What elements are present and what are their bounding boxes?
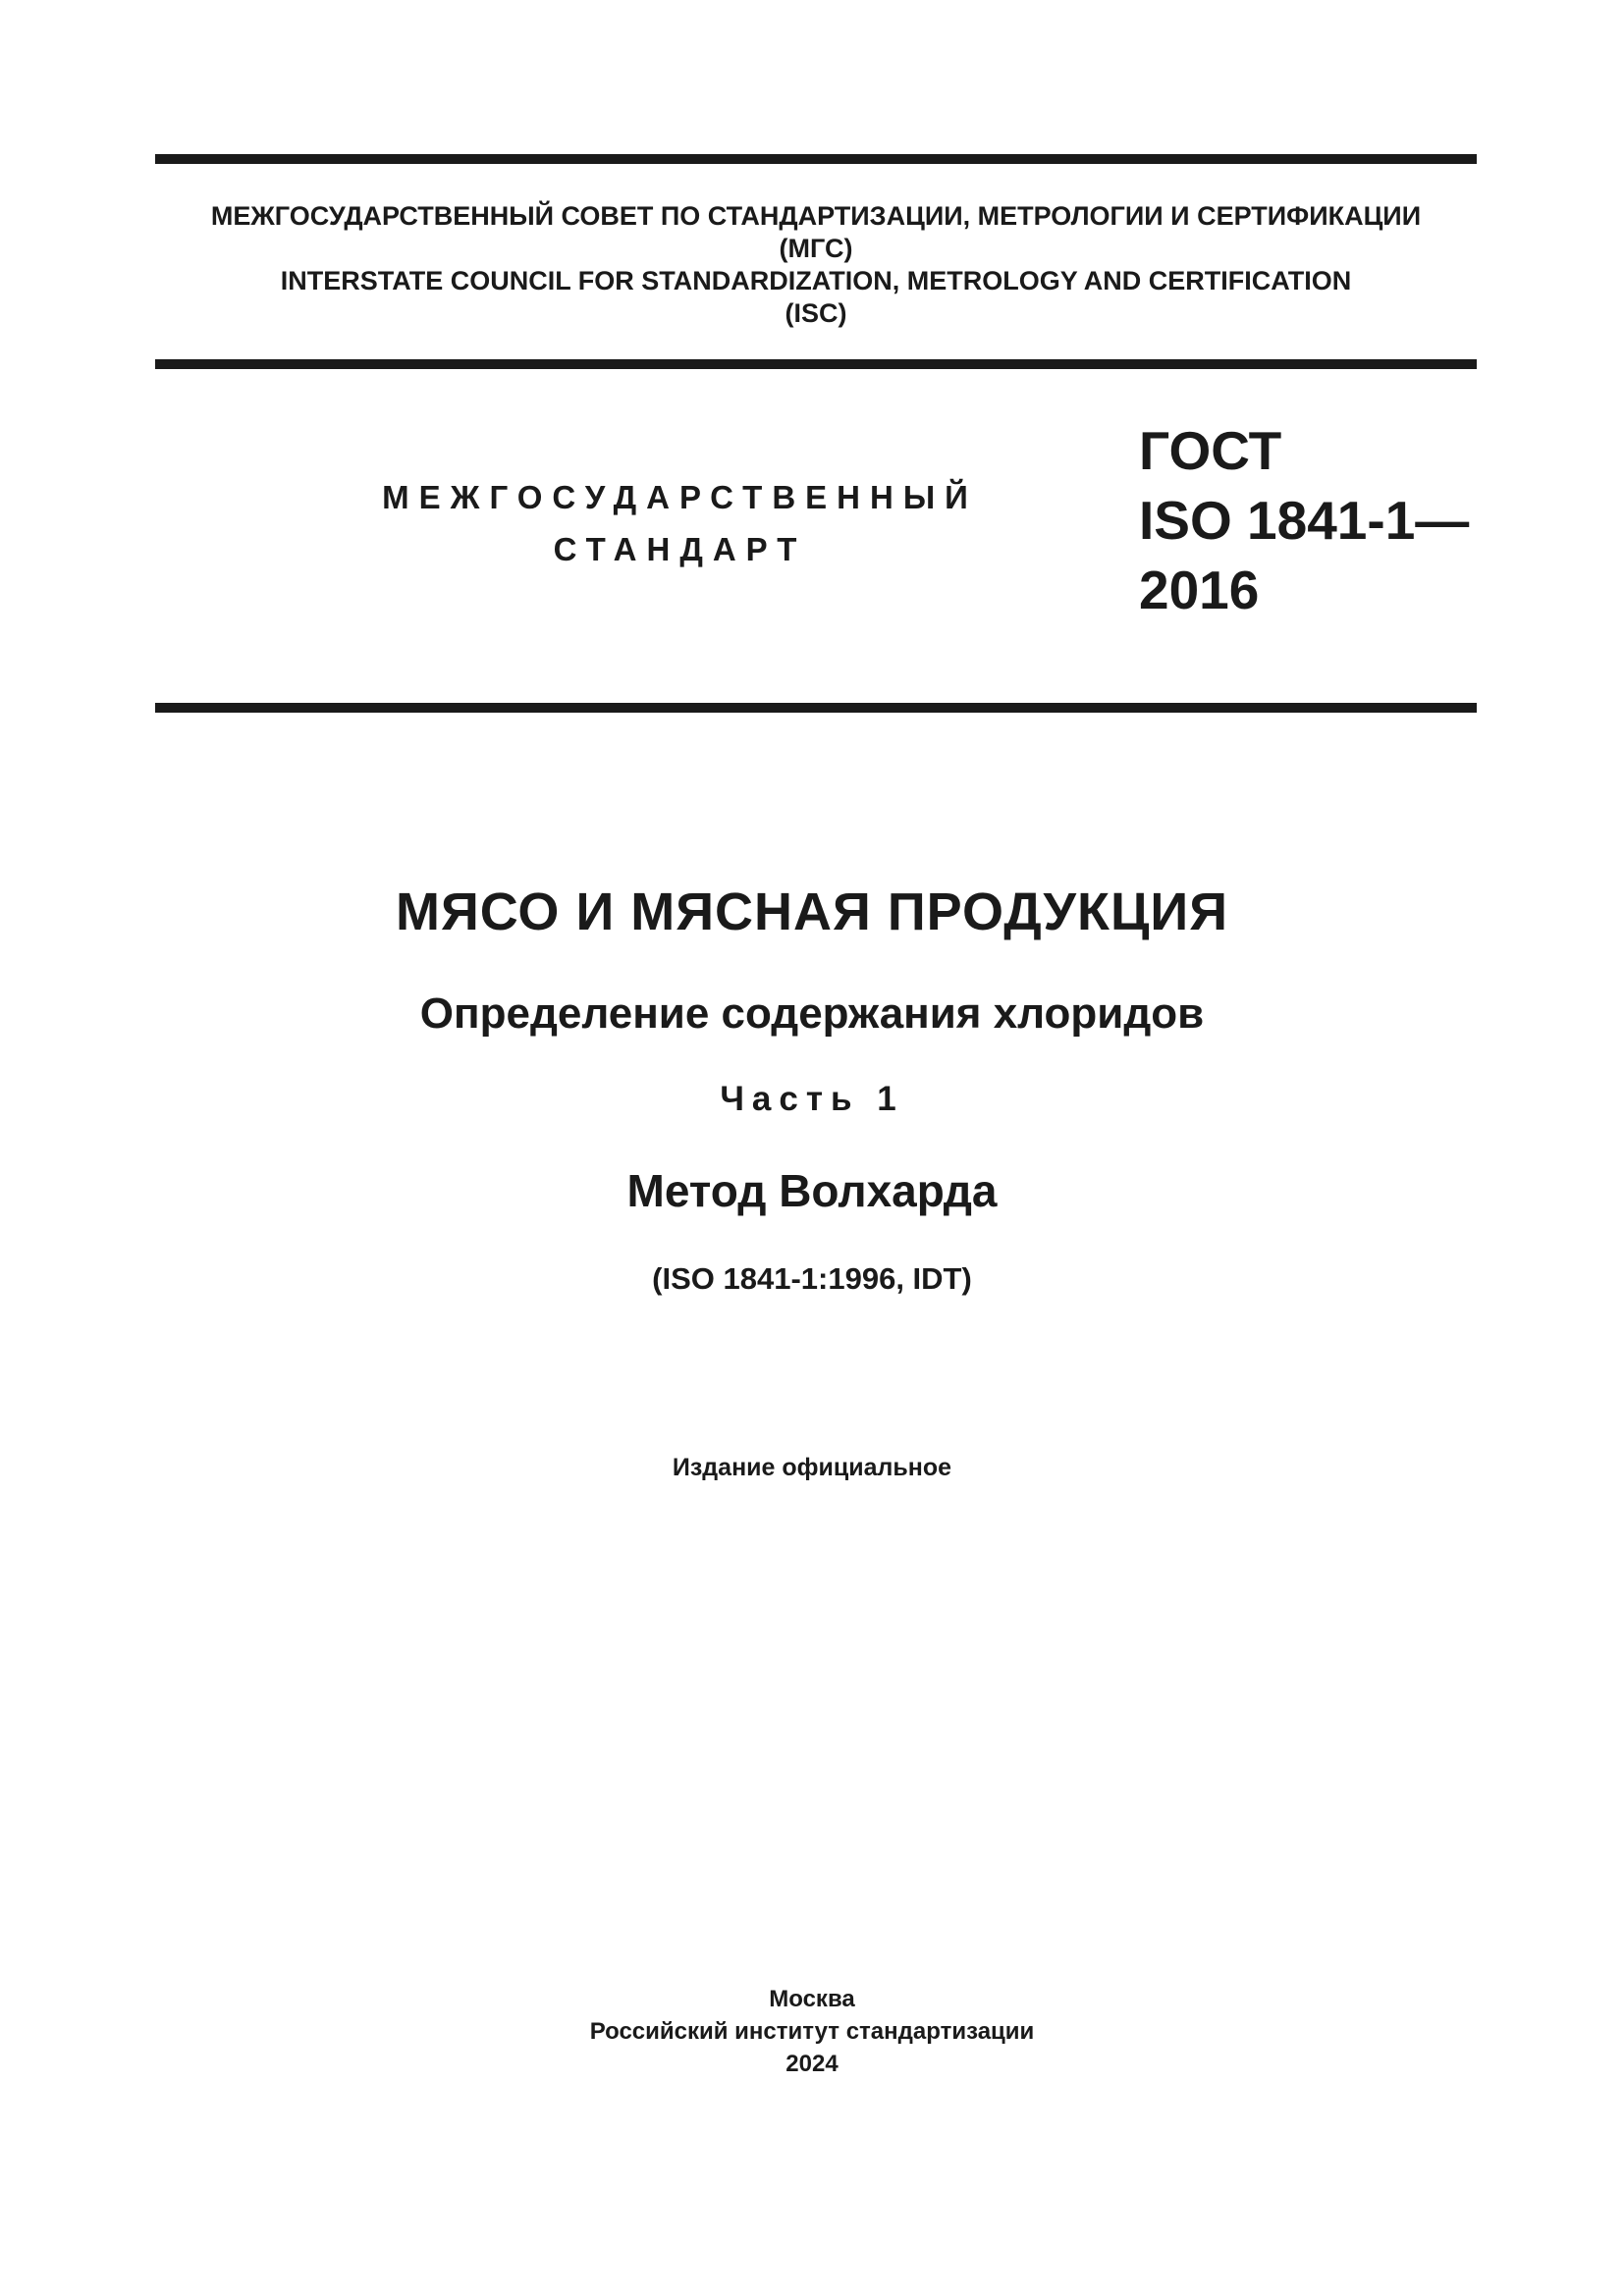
- standard-number-line2: ISO 1841-1—: [1139, 490, 1470, 551]
- title-divider: [155, 703, 1477, 713]
- standard-number-line3: 2016: [1139, 560, 1260, 620]
- standard-kind-line2: СТАНДАРТ: [553, 531, 807, 567]
- standard-number: [1139, 416, 1469, 625]
- standard-number-line1: ГОСТ: [1139, 420, 1282, 481]
- document-method: Метод Волхарда: [626, 1165, 998, 1216]
- document-title: МЯСО И МЯСНАЯ ПРОДУКЦИЯ: [395, 882, 1229, 941]
- top-divider: [155, 154, 1477, 164]
- council-name-ru: МЕЖГОСУДАРСТВЕННЫЙ СОВЕТ ПО СТАНДАРТИЗАЦИИ, МЕТРОЛОГИИ И СЕРТИФИКАЦИИ: [210, 201, 1422, 231]
- document-subtitle: Определение содержания хлоридов: [419, 989, 1205, 1038]
- council-header: [155, 200, 1477, 330]
- standard-kind-line1: МЕЖГОСУДАРСТВЕННЫЙ: [382, 479, 978, 515]
- publisher-block: [0, 1983, 1624, 2080]
- edition-note: Издание официальное: [672, 1454, 952, 1481]
- council-abbr-en: (ISC): [785, 298, 847, 328]
- header-divider: [155, 359, 1477, 369]
- standard-kind: [334, 471, 1026, 575]
- publisher-city: Москва: [769, 1986, 855, 2012]
- publisher-year: 2024: [785, 2051, 839, 2077]
- document-part: Часть 1: [720, 1080, 904, 1118]
- council-name-en: INTERSTATE COUNCIL FOR STANDARDIZATION, METROLOGY AND CERTIFICATION: [280, 266, 1352, 295]
- council-abbr-ru: (МГС): [779, 234, 853, 263]
- publisher-org: Российский институт стандартизации: [589, 2018, 1035, 2045]
- iso-reference: (ISO 1841-1:1996, IDT): [652, 1261, 972, 1296]
